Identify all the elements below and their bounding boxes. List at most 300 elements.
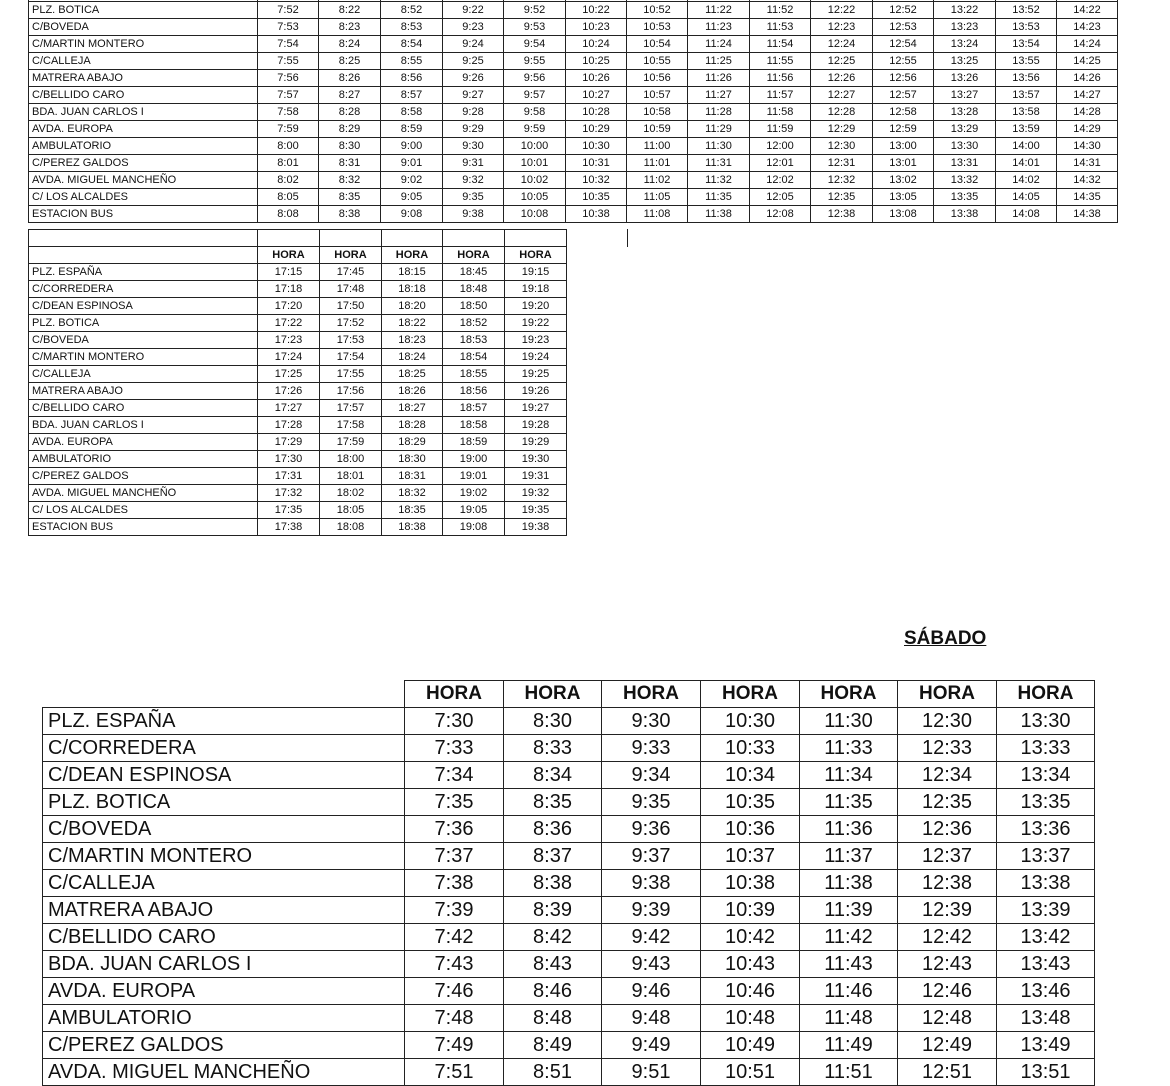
time-cell: 8:23 xyxy=(319,19,381,36)
time-cell: 8:08 xyxy=(258,206,319,223)
time-cell: 9:30 xyxy=(602,708,701,735)
stop-name: C/MARTIN MONTERO xyxy=(29,349,258,366)
time-cell: 8:29 xyxy=(319,121,381,138)
time-cell: 10:27 xyxy=(566,87,627,104)
time-cell: 19:25 xyxy=(505,366,567,383)
table-row xyxy=(29,87,1118,104)
time-cell: 12:22 xyxy=(811,2,873,19)
table-row xyxy=(29,138,1118,155)
time-cell: 11:59 xyxy=(750,121,811,138)
time-cell: 12:49 xyxy=(898,1032,997,1059)
stop-name: BDA. JUAN CARLOS I xyxy=(29,417,258,434)
time-cell: 13:39 xyxy=(997,897,1095,924)
stop-name: C/CALLEJA xyxy=(43,870,405,897)
time-cell: 9:39 xyxy=(602,897,701,924)
time-cell: 8:33 xyxy=(504,735,602,762)
time-cell: 14:31 xyxy=(1057,155,1118,172)
time-cell: 10:58 xyxy=(627,104,688,121)
time-cell: 7:43 xyxy=(405,951,504,978)
time-cell: 18:54 xyxy=(443,349,505,366)
time-cell: 10:54 xyxy=(627,36,688,53)
stop-name: MATRERA ABAJO xyxy=(29,383,258,400)
time-cell: 10:36 xyxy=(701,816,800,843)
column-header: HORA xyxy=(997,681,1095,708)
time-cell: 11:38 xyxy=(800,870,898,897)
time-cell: 7:51 xyxy=(405,1059,504,1086)
time-cell: 13:35 xyxy=(997,789,1095,816)
time-cell: 11:35 xyxy=(800,789,898,816)
time-cell: 17:24 xyxy=(258,349,320,366)
table-row xyxy=(43,951,1095,978)
time-cell: 9:32 xyxy=(443,172,504,189)
stop-name: AMBULATORIO xyxy=(29,138,258,155)
time-cell: 13:02 xyxy=(873,172,934,189)
table-row xyxy=(43,1059,1095,1086)
time-cell: 18:53 xyxy=(443,332,505,349)
table-row xyxy=(43,978,1095,1005)
time-cell: 9:35 xyxy=(443,189,504,206)
time-cell: 13:38 xyxy=(934,206,996,223)
time-cell: 8:34 xyxy=(504,762,602,789)
stop-name: MATRERA ABAJO xyxy=(29,70,258,87)
time-cell: 10:46 xyxy=(701,978,800,1005)
time-cell: 11:54 xyxy=(750,36,811,53)
time-cell: 12:00 xyxy=(750,138,811,155)
time-cell: 11:22 xyxy=(688,2,750,19)
time-cell: 8:48 xyxy=(504,1005,602,1032)
time-cell: 14:28 xyxy=(1057,104,1118,121)
time-cell: 9:57 xyxy=(504,87,566,104)
time-cell: 10:49 xyxy=(701,1032,800,1059)
time-cell: 18:23 xyxy=(382,332,443,349)
stop-name: ESTACION BUS xyxy=(29,206,258,223)
stop-name: PLZ. BOTICA xyxy=(43,789,405,816)
time-cell: 14:02 xyxy=(996,172,1057,189)
time-cell: 12:32 xyxy=(811,172,873,189)
table-row xyxy=(29,485,567,502)
time-cell: 10:56 xyxy=(627,70,688,87)
time-cell: 12:34 xyxy=(898,762,997,789)
time-cell: 18:48 xyxy=(443,281,505,298)
stop-name: C/ LOS ALCALDES xyxy=(29,189,258,206)
time-cell: 13:33 xyxy=(997,735,1095,762)
time-cell: 8:02 xyxy=(258,172,319,189)
table-row xyxy=(43,870,1095,897)
time-cell: 10:42 xyxy=(701,924,800,951)
stop-name: C/MARTIN MONTERO xyxy=(43,843,405,870)
table-row xyxy=(29,70,1118,87)
time-cell: 13:29 xyxy=(934,121,996,138)
time-cell: 12:05 xyxy=(750,189,811,206)
time-cell: 17:30 xyxy=(258,451,320,468)
time-cell: 12:02 xyxy=(750,172,811,189)
time-cell: 11:05 xyxy=(627,189,688,206)
time-cell: 12:36 xyxy=(898,816,997,843)
time-cell: 9:49 xyxy=(602,1032,701,1059)
time-cell: 11:58 xyxy=(750,104,811,121)
time-cell: 17:38 xyxy=(258,519,320,536)
time-cell: 11:33 xyxy=(800,735,898,762)
time-cell: 9:26 xyxy=(443,70,504,87)
time-cell: 13:38 xyxy=(997,870,1095,897)
time-cell: 10:34 xyxy=(701,762,800,789)
time-cell: 10:02 xyxy=(504,172,566,189)
time-cell: 12:59 xyxy=(873,121,934,138)
time-cell: 13:56 xyxy=(996,70,1057,87)
table-row xyxy=(43,1032,1095,1059)
table-row xyxy=(29,366,567,383)
table-row xyxy=(29,349,567,366)
time-cell: 8:30 xyxy=(504,708,602,735)
time-cell: 18:38 xyxy=(382,519,443,536)
time-cell: 9:58 xyxy=(504,104,566,121)
header-corner xyxy=(43,681,405,708)
time-cell: 17:54 xyxy=(320,349,382,366)
time-cell: 11:27 xyxy=(688,87,750,104)
time-cell: 11:36 xyxy=(800,816,898,843)
time-cell: 17:48 xyxy=(320,281,382,298)
time-cell: 7:49 xyxy=(405,1032,504,1059)
time-cell: 11:08 xyxy=(627,206,688,223)
time-cell: 17:25 xyxy=(258,366,320,383)
time-cell: 13:30 xyxy=(997,708,1095,735)
time-cell: 18:02 xyxy=(320,485,382,502)
weekday-afternoon-body xyxy=(29,230,567,536)
time-cell: 11:57 xyxy=(750,87,811,104)
blank-cell xyxy=(382,230,443,247)
time-cell: 8:32 xyxy=(319,172,381,189)
time-cell: 10:00 xyxy=(504,138,566,155)
column-header: HORA xyxy=(505,247,567,264)
time-cell: 7:35 xyxy=(405,789,504,816)
time-cell: 7:46 xyxy=(405,978,504,1005)
time-cell: 11:37 xyxy=(800,843,898,870)
time-cell: 18:55 xyxy=(443,366,505,383)
time-cell: 17:59 xyxy=(320,434,382,451)
time-cell: 12:38 xyxy=(898,870,997,897)
column-header: HORA xyxy=(382,247,443,264)
time-cell: 10:38 xyxy=(701,870,800,897)
stop-name: C/PEREZ GALDOS xyxy=(43,1032,405,1059)
table-divider-line xyxy=(627,229,628,247)
weekday-afternoon-table xyxy=(28,229,567,536)
time-cell: 10:57 xyxy=(627,87,688,104)
time-cell: 11:31 xyxy=(688,155,750,172)
time-cell: 10:30 xyxy=(701,708,800,735)
time-cell: 19:18 xyxy=(505,281,567,298)
time-cell: 18:52 xyxy=(443,315,505,332)
time-cell: 9:29 xyxy=(443,121,504,138)
time-cell: 19:28 xyxy=(505,417,567,434)
time-cell: 11:52 xyxy=(750,2,811,19)
time-cell: 10:30 xyxy=(566,138,627,155)
time-cell: 11:46 xyxy=(800,978,898,1005)
time-cell: 12:31 xyxy=(811,155,873,172)
time-cell: 11:29 xyxy=(688,121,750,138)
time-cell: 17:52 xyxy=(320,315,382,332)
time-cell: 10:08 xyxy=(504,206,566,223)
table-row xyxy=(29,332,567,349)
blank-row xyxy=(29,230,567,247)
column-header: HORA xyxy=(405,681,504,708)
time-cell: 13:37 xyxy=(997,843,1095,870)
time-cell: 9:25 xyxy=(443,53,504,70)
time-cell: 14:26 xyxy=(1057,70,1118,87)
time-cell: 13:00 xyxy=(873,138,934,155)
time-cell: 9:30 xyxy=(443,138,504,155)
time-cell: 9:24 xyxy=(443,36,504,53)
table-row xyxy=(29,172,1118,189)
time-cell: 9:23 xyxy=(443,19,504,36)
time-cell: 9:48 xyxy=(602,1005,701,1032)
time-cell: 19:24 xyxy=(505,349,567,366)
stop-name: C/BELLIDO CARO xyxy=(29,400,258,417)
time-cell: 8:38 xyxy=(319,206,381,223)
time-cell: 9:28 xyxy=(443,104,504,121)
time-cell: 19:30 xyxy=(505,451,567,468)
stop-name: C/MARTIN MONTERO xyxy=(29,36,258,53)
time-cell: 10:39 xyxy=(701,897,800,924)
time-cell: 18:01 xyxy=(320,468,382,485)
time-cell: 14:00 xyxy=(996,138,1057,155)
time-cell: 9:56 xyxy=(504,70,566,87)
table-row xyxy=(29,298,567,315)
time-cell: 8:59 xyxy=(381,121,443,138)
time-cell: 14:23 xyxy=(1057,19,1118,36)
time-cell: 10:26 xyxy=(566,70,627,87)
time-cell: 17:55 xyxy=(320,366,382,383)
time-cell: 11:34 xyxy=(800,762,898,789)
time-cell: 8:25 xyxy=(319,53,381,70)
time-cell: 11:49 xyxy=(800,1032,898,1059)
time-cell: 12:48 xyxy=(898,1005,997,1032)
stop-name: C/CALLEJA xyxy=(29,366,258,383)
time-cell: 13:52 xyxy=(996,2,1057,19)
table-row xyxy=(43,924,1095,951)
time-cell: 12:57 xyxy=(873,87,934,104)
stop-name: AVDA. MIGUEL MANCHEÑO xyxy=(29,485,258,502)
time-cell: 18:31 xyxy=(382,468,443,485)
time-cell: 14:27 xyxy=(1057,87,1118,104)
time-cell: 19:20 xyxy=(505,298,567,315)
time-cell: 14:22 xyxy=(1057,2,1118,19)
time-cell: 11:02 xyxy=(627,172,688,189)
time-cell: 8:53 xyxy=(381,19,443,36)
time-cell: 12:08 xyxy=(750,206,811,223)
time-cell: 13:27 xyxy=(934,87,996,104)
time-cell: 18:18 xyxy=(382,281,443,298)
time-cell: 11:43 xyxy=(800,951,898,978)
time-cell: 12:46 xyxy=(898,978,997,1005)
time-cell: 18:35 xyxy=(382,502,443,519)
time-cell: 8:56 xyxy=(381,70,443,87)
column-header: HORA xyxy=(320,247,382,264)
stop-name: C/BOVEDA xyxy=(29,332,258,349)
stop-name: AVDA. MIGUEL MANCHEÑO xyxy=(29,172,258,189)
time-cell: 19:26 xyxy=(505,383,567,400)
time-cell: 19:05 xyxy=(443,502,505,519)
table-row xyxy=(29,383,567,400)
time-cell: 14:01 xyxy=(996,155,1057,172)
time-cell: 18:15 xyxy=(382,264,443,281)
time-cell: 12:30 xyxy=(898,708,997,735)
stop-name: AMBULATORIO xyxy=(43,1005,405,1032)
time-cell: 10:59 xyxy=(627,121,688,138)
time-cell: 19:29 xyxy=(505,434,567,451)
saturday-title: SÁBADO xyxy=(904,628,987,649)
time-cell: 8:35 xyxy=(319,189,381,206)
stop-name: C/PEREZ GALDOS xyxy=(29,155,258,172)
table-row xyxy=(29,434,567,451)
time-cell: 13:35 xyxy=(934,189,996,206)
time-cell: 7:59 xyxy=(258,121,319,138)
time-cell: 12:28 xyxy=(811,104,873,121)
time-cell: 11:39 xyxy=(800,897,898,924)
time-cell: 9:08 xyxy=(381,206,443,223)
time-cell: 17:58 xyxy=(320,417,382,434)
stop-name: C/DEAN ESPINOSA xyxy=(43,762,405,789)
time-cell: 13:46 xyxy=(997,978,1095,1005)
table-row xyxy=(29,53,1118,70)
time-cell: 8:31 xyxy=(319,155,381,172)
time-cell: 12:58 xyxy=(873,104,934,121)
column-header: HORA xyxy=(898,681,997,708)
time-cell: 17:50 xyxy=(320,298,382,315)
time-cell: 11:35 xyxy=(688,189,750,206)
time-cell: 13:54 xyxy=(996,36,1057,53)
time-cell: 13:43 xyxy=(997,951,1095,978)
time-cell: 10:29 xyxy=(566,121,627,138)
time-cell: 8:57 xyxy=(381,87,443,104)
time-cell: 9:35 xyxy=(602,789,701,816)
time-cell: 9:38 xyxy=(602,870,701,897)
time-cell: 11:32 xyxy=(688,172,750,189)
table-row xyxy=(43,843,1095,870)
time-cell: 13:25 xyxy=(934,53,996,70)
table-row xyxy=(29,264,567,281)
time-cell: 11:01 xyxy=(627,155,688,172)
time-cell: 18:58 xyxy=(443,417,505,434)
column-header: HORA xyxy=(504,681,602,708)
time-cell: 17:57 xyxy=(320,400,382,417)
blank-cell xyxy=(258,230,320,247)
time-cell: 9:05 xyxy=(381,189,443,206)
stop-name: C/CORREDERA xyxy=(29,281,258,298)
table-row xyxy=(43,897,1095,924)
time-cell: 10:22 xyxy=(566,2,627,19)
stop-name: PLZ. BOTICA xyxy=(29,2,258,19)
time-cell: 18:45 xyxy=(443,264,505,281)
time-cell: 11:26 xyxy=(688,70,750,87)
time-cell: 8:36 xyxy=(504,816,602,843)
time-cell: 12:35 xyxy=(811,189,873,206)
weekday-morning-body xyxy=(29,0,1118,223)
time-cell: 7:54 xyxy=(258,36,319,53)
time-cell: 8:35 xyxy=(504,789,602,816)
stop-name: MATRERA ABAJO xyxy=(43,897,405,924)
time-cell: 18:25 xyxy=(382,366,443,383)
time-cell: 19:15 xyxy=(505,264,567,281)
time-cell: 18:00 xyxy=(320,451,382,468)
time-cell: 9:36 xyxy=(602,816,701,843)
saturday-body xyxy=(43,681,1095,1086)
blank-cell xyxy=(320,230,382,247)
time-cell: 18:59 xyxy=(443,434,505,451)
time-cell: 19:35 xyxy=(505,502,567,519)
time-cell: 7:30 xyxy=(405,708,504,735)
time-cell: 8:55 xyxy=(381,53,443,70)
table-row xyxy=(29,315,567,332)
time-cell: 19:38 xyxy=(505,519,567,536)
time-cell: 12:35 xyxy=(898,789,997,816)
time-cell: 14:30 xyxy=(1057,138,1118,155)
time-cell: 12:56 xyxy=(873,70,934,87)
time-cell: 13:58 xyxy=(996,104,1057,121)
time-cell: 10:51 xyxy=(701,1059,800,1086)
time-cell: 13:42 xyxy=(997,924,1095,951)
time-cell: 17:56 xyxy=(320,383,382,400)
time-cell: 7:34 xyxy=(405,762,504,789)
time-cell: 13:23 xyxy=(934,19,996,36)
time-cell: 8:30 xyxy=(319,138,381,155)
table-row xyxy=(29,155,1118,172)
table-row xyxy=(29,36,1118,53)
time-cell: 17:31 xyxy=(258,468,320,485)
time-cell: 8:58 xyxy=(381,104,443,121)
time-cell: 17:29 xyxy=(258,434,320,451)
time-cell: 17:22 xyxy=(258,315,320,332)
time-cell: 8:51 xyxy=(504,1059,602,1086)
time-cell: 7:36 xyxy=(405,816,504,843)
table-row xyxy=(29,121,1118,138)
time-cell: 12:24 xyxy=(811,36,873,53)
stop-name: AVDA. EUROPA xyxy=(29,434,258,451)
time-cell: 13:08 xyxy=(873,206,934,223)
time-cell: 7:58 xyxy=(258,104,319,121)
stop-name: BDA. JUAN CARLOS I xyxy=(29,104,258,121)
time-cell: 13:24 xyxy=(934,36,996,53)
time-cell: 9:02 xyxy=(381,172,443,189)
time-cell: 9:34 xyxy=(602,762,701,789)
time-cell: 14:32 xyxy=(1057,172,1118,189)
table-row xyxy=(43,1005,1095,1032)
time-cell: 11:42 xyxy=(800,924,898,951)
time-cell: 11:48 xyxy=(800,1005,898,1032)
time-cell: 9:46 xyxy=(602,978,701,1005)
header-row xyxy=(29,247,567,264)
time-cell: 8:24 xyxy=(319,36,381,53)
time-cell: 12:55 xyxy=(873,53,934,70)
time-cell: 13:49 xyxy=(997,1032,1095,1059)
time-cell: 18:20 xyxy=(382,298,443,315)
time-cell: 8:01 xyxy=(258,155,319,172)
time-cell: 13:05 xyxy=(873,189,934,206)
time-cell: 9:54 xyxy=(504,36,566,53)
time-cell: 10:35 xyxy=(566,189,627,206)
time-cell: 18:32 xyxy=(382,485,443,502)
time-cell: 7:48 xyxy=(405,1005,504,1032)
time-cell: 17:23 xyxy=(258,332,320,349)
time-cell: 8:26 xyxy=(319,70,381,87)
time-cell: 8:49 xyxy=(504,1032,602,1059)
table-row xyxy=(29,400,567,417)
time-cell: 18:50 xyxy=(443,298,505,315)
time-cell: 8:54 xyxy=(381,36,443,53)
time-cell: 17:18 xyxy=(258,281,320,298)
blank-cell xyxy=(505,230,567,247)
table-row xyxy=(29,519,567,536)
time-cell: 17:15 xyxy=(258,264,320,281)
